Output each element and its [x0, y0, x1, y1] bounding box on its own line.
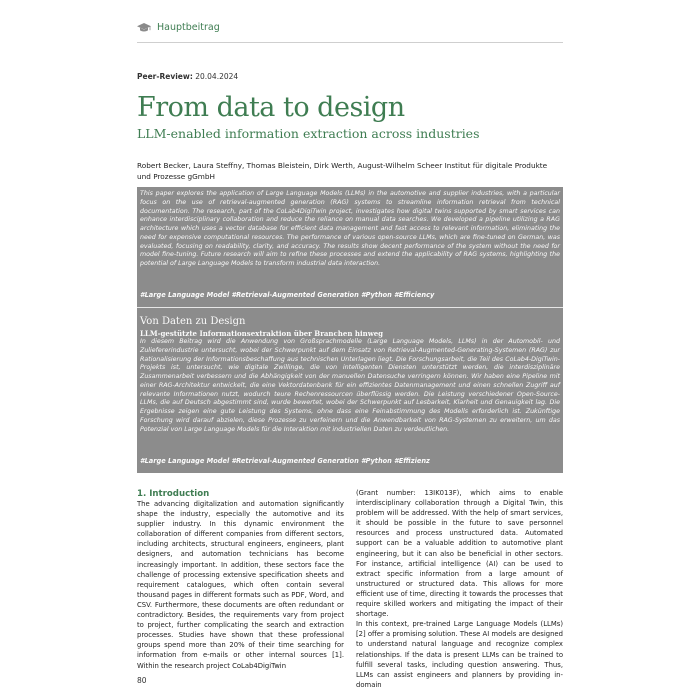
german-subtitle: LLM-gestützte Informationsextraktion über Branchen hinweg	[140, 329, 384, 338]
keywords-german: #Large Language Model #Retrieval-Augmented Generation #Python #Effizienz	[140, 457, 430, 465]
section-label: Hauptbeitrag	[157, 22, 220, 33]
header-divider	[137, 42, 563, 43]
graduation-cap-icon	[137, 23, 151, 33]
body-column-left: The advancing digitalization and automation significantly shape the industry, especially the automotive and its supplier industry. In this dynamic environment the collaboration of different companies from different sectors, including architects, structural engineers, engineers, plant designers, and automation technicians has become increasingly important. In addition, these sectors face the challenge of processing extensive specification sheets and requirement catalogues, which often contain several thousand pages in different formats such as PDF, Word, and CSV. Furthermore, these documents are often redundant or contradictory. Besides, the requirements vary from project to project, further complicating the search and extraction processes. Studies have shown that these professional groups spend more than 20% of their time searching for information from e-mails or other internal sources [1]. Within the research project CoLab4DigiTwin	[137, 500, 344, 670]
body-column-right	[356, 488, 563, 690]
page-number: 80	[137, 676, 147, 685]
article-title: From data to design	[137, 92, 405, 123]
keywords-english: #Large Language Model #Retrieval-Augmented Generation #Python #Efficiency	[140, 291, 435, 299]
introduction-heading: 1. Introduction	[137, 489, 210, 499]
abstract-german: In diesem Beitrag wird die Anwendung von Großsprachmodelle (Large Language Models, LLMs) in der Automobil- und Zuliefererindustrie untersucht, wobei der Schwerpunkt auf dem Einsatz von Retrieval-Augmented-Generating-Systemen (RAG) zur Rationalisierung der Informationsbeschaffung aus technischen Unterlagen liegt. Die Forschungsarbeit, die Teil des CoLab4-DigiTwin-Projekts ist, untersucht, wie digitale Zwillinge, die von intelligenten Diensten unterstützt werden, die interdisziplinäre Zusammenarbeit verbessern und die Abhängigkeit von der manuellen Datensuche verringern können. Wir haben eine Pipeline mit einer RAG-Architektur entwickelt, die eine Vektordatenbank für ein effizientes Datenmanagement und einen schnellen Zugriff auf relevante Informationen nutzt, wodurch teure Rechenressourcen überflüssig werden. Die Leistung verschiedener Open-Source-LLMs, die auf Deutsch abgestimmt sind, wurde bewertet, wobei der Schwerpunkt auf Lesbarkeit, Klarheit und Genauigkeit lag. Die Ergebnisse zeigen eine gute Leistung des Systems, ohne dass eine Feinabstimmung des Modells erforderlich ist. Zukünftige Forschung wird darauf abzielen, diese Prozesse zu verfeinern und die Anwendbarkeit von RAG-Systemen zu erweitern, um das Potenzial von Large Language Models für die Interaktion mit industriellen Daten zu verdeutlichen.	[140, 338, 560, 433]
abstract-divider	[137, 307, 563, 308]
abstract-box	[137, 187, 563, 473]
peer-review-label: Peer-Review:	[137, 72, 193, 81]
body-paragraph-2: In this context, pre-trained Large Language Models (LLMs) [2] offer a promising solution. These AI models are designed to understand natural language and recognize complex relationships. If the data is present LLMs can be trained to fulfill several tasks, including question answering. Thus, LLMs can assist engineers and planners by providing in-domain	[356, 620, 563, 689]
authors: Robert Becker, Laura Steffny, Thomas Bleistein, Dirk Werth, August-Wilhelm Scheer Institut für digitale Produkte und Prozesse gGmbH	[137, 161, 548, 181]
article-subtitle: LLM-enabled information extraction across industries	[137, 126, 480, 141]
abstract-english: This paper explores the application of Large Language Models (LLMs) in the automotive and supplier industries, with a particular focus on the use of retrieval-augmented generation (RAG) systems to streamline information retrieval from technical documentation. The research, part of the CoLab4DigiTwin project, investigates how digital twins supported by smart services can enhance interdisciplinary collaboration and reduce the reliance on manual data searches. We developed a pipeline utilizing a RAG architecture which uses a vector database for efficient data management and fast access to relevant information, eliminating the need for expensive computational resources. The performance of various open-source LLMs, which are fine-tuned on German, was evaluated, focusing on readability, clarity, and accuracy. The results show decent performance of the system without the need for model fine-tuning. Future research will aim to refine these processes and extend the applicability of RAG systems, highlighting the potential of Large Language Models to transform industrial data interaction.	[140, 190, 560, 267]
body-paragraph-1: (Grant number: 13IK013F), which aims to enable interdisciplinary collaboration through a Digital Twin, this problem will be addressed. With the help of smart services, it should be possible in the future to save personnel resources and process unstructured data. Automated support can be a valuable addition to automotive plant engineering, but it can also be beneficial in other sectors. For instance, artificial intelligence (AI) can be used to extract specific information from a large amount of unstructured or structured data. This allows for more efficient use of time, directing it towards the processes that require skilled workers and mitigating the impact of their shortage.	[356, 489, 563, 619]
german-title: Von Daten zu Design	[140, 316, 246, 327]
peer-review-line	[137, 72, 238, 81]
peer-review-date: 20.04.2024	[195, 72, 239, 81]
section-header	[137, 22, 220, 33]
